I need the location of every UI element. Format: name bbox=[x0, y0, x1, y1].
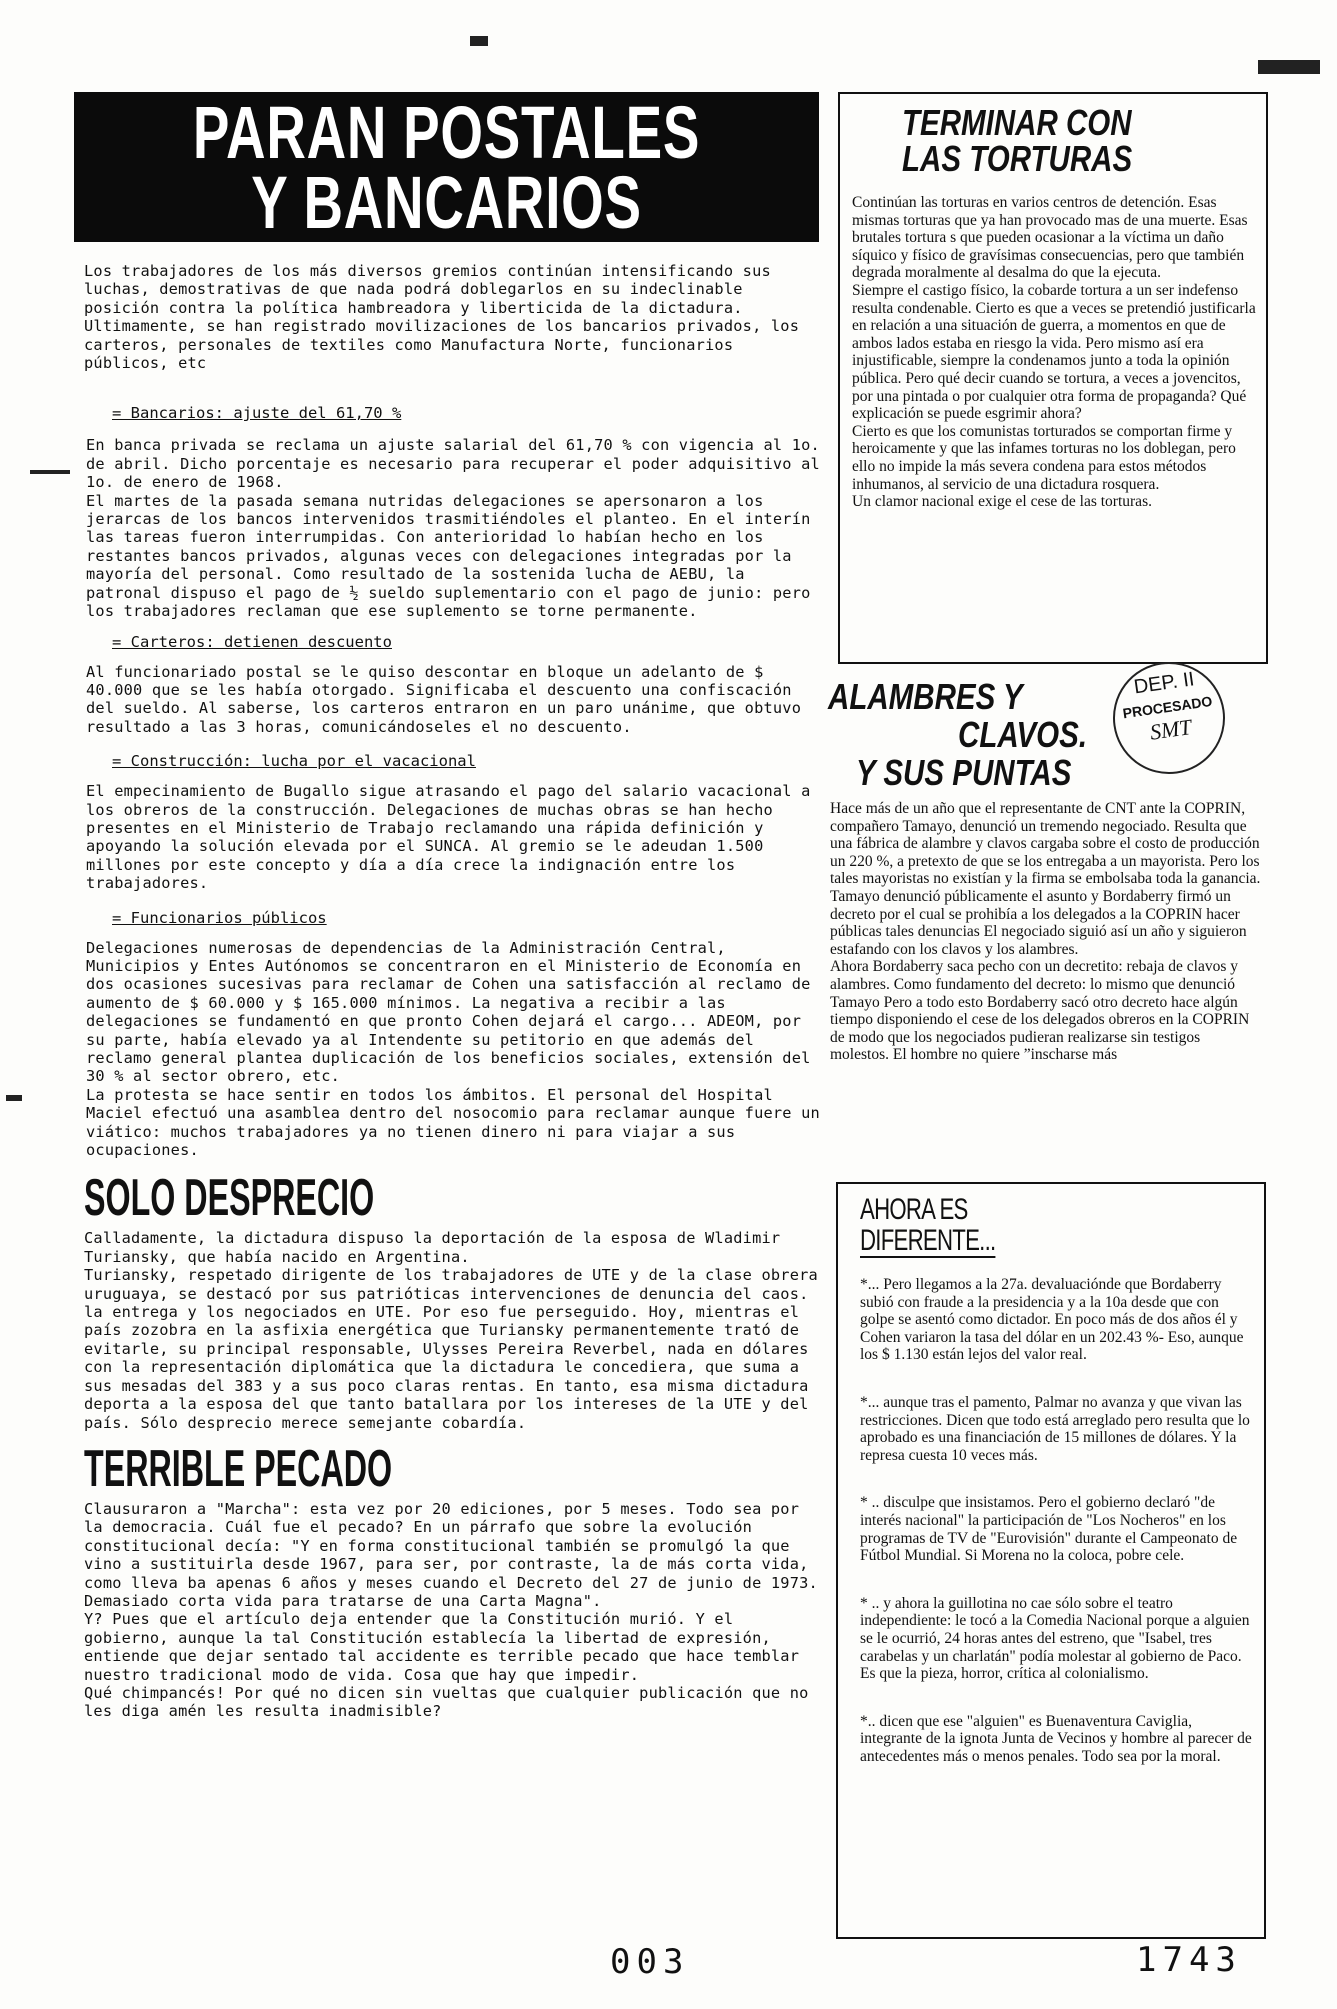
ahora-item: * .. disculpe que insistamos. Pero el gobierno declaró "de interés nacional" la participación de "Los Nocheros" en los programas de TV de "Eurovisión" durante el Campeonato de Fútbol Mundial. Si Morena no la coloca, pobre cele. bbox=[860, 1494, 1241, 1565]
terrible-pecado-article bbox=[64, 1439, 824, 1721]
box-title-line-2: LAS TORTURAS bbox=[902, 138, 1133, 179]
stamp-line-1: DEP. II bbox=[1132, 668, 1196, 699]
page-number-left: 003 bbox=[610, 1942, 690, 1982]
section-construccion bbox=[64, 752, 824, 892]
main-headline-banner bbox=[74, 92, 819, 242]
box-text: Continúan las torturas en varios centros de detención. Esas mismas torturas que ya han provocado mas de una muerte. Esas brutales tortura s que pueden ocasionar a la víctima un daño síquico y físico de gravísimas consecuencias, pero que también degrada moralmente al desalma do que la ejecuta. Siempre el castigo físico, la cobarde tortura a un ser indefenso resulta condenable. Cierto es que a veces se pretendió justificarla en relación a una situación de guerra, a momentos en que de ambos lados estaba en riesgo la vida. Pero mismo así era injustificable, siempre la condenamos junto a toda la opinión pública. Pero qué decir cuando se tortura, a veces a jovencitos, por una pintada o por cualquier otra forma de propaganda? Qué explicación se puede esgrimir ahora? Cierto es que los comunistas torturados se comportan firme y heroicamente y que las infames torturas no los doblegan, pero ello no impide la más severa condena para estos métodos inhumanos, al servicio de una dictadura rosquera. Un clamor nacional exige el cese de las torturas. bbox=[852, 194, 1256, 511]
page-number-right: 1743 bbox=[1136, 1940, 1242, 1980]
stamp-signature: SMT bbox=[1148, 714, 1193, 745]
intro-paragraph: Los trabajadores de los más diversos gremios continúan intensificando sus luchas, demostrativas de que nada podrá doblegarlos en su indeclinable posición contra la política hambreadora y liberticida de la dictadura. Ultimamente, se han registrado movilizaciones de los bancarios privados, los carteros, personales de textiles como Manufactura Norte, funcionarios públicos, etc bbox=[84, 262, 809, 373]
section-carteros bbox=[64, 633, 824, 737]
scan-mark bbox=[1258, 60, 1320, 74]
ahora-box bbox=[836, 1182, 1266, 1939]
stamp-line-2: PROCESADO bbox=[1121, 692, 1214, 722]
headline-line-1: PARAN POSTALES bbox=[192, 91, 701, 174]
alambres-article bbox=[826, 676, 1266, 1064]
section-heading: = Construcción: lucha por el vacacional bbox=[112, 752, 476, 771]
ahora-item: * .. y ahora la guillotina no cae sólo sobre el teatro independiente: le tocó a la Comedia Nacional porque a alguien se le ocurrió, 24 horas antes del estreno, que "Isabel, tres carabelas y un charlatán" podía molestar al gobierno de Paco. Es que la pieza, horror, crítica al colonialismo. bbox=[860, 1594, 1254, 1683]
headline-line-2: Y BANCARIOS bbox=[251, 161, 642, 244]
section-text: Al funcionariado postal se le quiso descontar en bloque un adelanto de $ 40.000 que se les había otorgado. Significaba el descuento una confiscación del sueldo. Al saberse, los carteros entraron en un paro unánime, que obtuvo resultado a las 3 horas, comunicándoseles el no descuento. bbox=[86, 662, 811, 736]
box-title-line-1: TERMINAR CON bbox=[902, 102, 1132, 143]
article-title-line-2: CLAVOS. bbox=[958, 714, 1088, 755]
section-heading: = Carteros: detienen descuento bbox=[112, 632, 392, 651]
section-bancarios bbox=[64, 404, 824, 620]
article-title: TERRIBLE PECADO bbox=[84, 1439, 393, 1498]
section-text: El empecinamiento de Bugallo sigue atrasando el pago del salario vacacional a los obreros de la construcción. Delegaciones de muchas obras se han hecho presentes en el Ministerio de Trabajo reclamando una rápida definición y apoyando la solución elevada por el SUNCA. Al gremio se le adeudan 1.500 millones por este concepto y día a día crece la indignación entre los trabajadores. bbox=[86, 782, 820, 893]
box-title-line-1: AHORA ES bbox=[860, 1193, 968, 1226]
article-text: Clausuraron a "Marcha": esta vez por 20 ediciones, por 5 meses. Todo sea por la democracia. Cuál fue el pecado? En un párrafo que sobre la evolución constitucional decía: "Y en forma constitucional también se promulgó la que vino a sustituirla desde 1967, para ser, por contraste, la de más corta vida, como lleva ba apenas 6 años y meses cuando el Decreto del 27 de junio de 1973. Demasiado corta vida para tratarse de una Carta Magna". Y? Pues que el artículo deja entender que la Constitución murió. Y el gobierno, aunque la tal Constitución establecía la libertad de expresión, entiende que dejar sentado tal accidente es terrible pecado que hace temblar nuestro tradicional modo de vida. Cosa que hay que impedir. Qué chimpancés! Por qué no dicen sin vueltas que cualquier publicación que no les diga amén les resulta inadmisible? bbox=[84, 1499, 818, 1721]
ahora-item: *... aunque tras el pamento, Palmar no avanza y que vivan las restricciones. Dicen que todo está arreglado pero resulta que lo aprobado es una financiación de 15 millones de dólares. Y la represa cuesta 10 veces más. bbox=[860, 1393, 1254, 1464]
torturas-box bbox=[838, 92, 1268, 664]
scan-mark bbox=[470, 36, 488, 46]
article-title-line-3: Y SUS PUNTAS bbox=[856, 752, 1072, 793]
box-title-line-2: DIFERENTE... bbox=[860, 1224, 996, 1257]
article-text: Calladamente, la dictadura dispuso la deportación de la esposa de Wladimir Turiansky, que había nacido en Argentina. Turiansky, respetado dirigente de los trabajadores de UTE y de la clase obrera uruguaya, se destacó por sus patrióticas intervenciones de denuncia del caos. la entrega y los negociados en UTE. Por eso fue perseguido. Hoy, mientras el país zozobra en la asfixia energética que Turiansky permanentemente trató de evitarle, su principal responsable, Ulysses Pereira Reverbel, nada en dólares con la representación diplomática que la dictadura le concediera, que suma a sus mesadas del 383 y a sus poco claras rentas. En tanto, esa misma dictadura deporta a la esposa del que tanto batallara por los intereses de la UTE y del país. Sólo desprecio merece semejante cobardía. bbox=[84, 1229, 818, 1432]
section-heading: = Bancarios: ajuste del 61,70 % bbox=[112, 404, 402, 423]
scan-mark bbox=[6, 1095, 22, 1101]
ahora-item: *.. dicen que ese "alguien" es Buenaventura Caviglia, integrante de la ignota Junta de Vecinos y hombre al parecer de antecedentes más o menos penales. Todo sea por la moral. bbox=[860, 1712, 1256, 1765]
article-title-line-1: ALAMBRES Y bbox=[828, 676, 1023, 717]
article-title: SOLO DESPRECIO bbox=[84, 1169, 375, 1228]
section-text: En banca privada se reclama un ajuste salarial del 61,70 % con vigencia al 1o. de abril. Dicho porcentaje es necesario para recuperar el poder adquisitivo al 1o. de enero de 1968. El martes de la pasada semana nutridas delegaciones se apersonaron a los jerarcas de los bancos intervenidos trasmitiéndoles el planteo. En el interín las tareas fueron interrumpidas. Con anterioridad lo habían hecho en los restantes bancos privados, algunas veces con delegaciones integradas por la mayoría del personal. Como resultado de la sostenida lucha de AEBU, la patronal dispuso el pago de ½ sueldo suplementario con el pago de junio: pero los trabajadores reclaman que ese suplemento se torne permanente. bbox=[86, 436, 820, 621]
left-column bbox=[64, 262, 824, 1721]
article-text: Hace más de un año que el representante de CNT ante la COPRIN, compañero Tamayo, denunció un tremendo negociado. Resulta que una fábrica de alambre y clavos cargaba sobre el costo de producción un 220 %, a pretexto de que se los entregaba a un mayorista. Pero los tales mayoristas no existían y la firma se embolsaba toda la ganancia. Tamayo denunció públicamente el asunto y Bordaberry firmó un decreto por el cual se prohibía a los delegados a la COPRIN hacer públicas tales denuncias El negociado siguió así un año y siguieron estafando con los clavos y los alambres. Ahora Bordaberry saca pecho con un decretito: rebaja de clavos y alambres. Como fundamento del decreto: lo mismo que denunció Tamayo Pero a todo esto Bordaberry sacó otro decreto hace algún tiempo disponiendo el cese de los delegados obreros en la COPRIN de modo que los negociados pudieran realizarse sin testigos molestos. El hombre no quiere ”inscharse más bbox=[830, 800, 1261, 1064]
solo-desprecio-article bbox=[64, 1171, 824, 1431]
ahora-item: *... Pero llegamos a la 27a. devaluaciónde que Bordaberry subió con fraude a la presidencia y a la 10a desde que con golpe se asentó como dictador. En poco más de dos años él y Cohen variaron la tasa del dólar en un 202.43 %- Eso, aunque los $ 1.130 están lejos del valor real. bbox=[860, 1276, 1248, 1364]
section-heading: = Funcionarios públicos bbox=[112, 908, 327, 927]
section-text: Delegaciones numerosas de dependencias de la Administración Central, Municipios y Entes Autónomos se concentraron en el Ministerio de Economía en dos ocasiones sucesivas para reclamar de Cohen una satisfacción al reclamo de aumento de $ 60.000 y $ 165.000 mínimos. La negativa a recibir a las delegaciones se fundamentó en que pronto Cohen dejará el cargo... ADEOM, por su parte, había elevado ya al Intendente su petitorio en que además del reclamo general plantea duplicación de los beneficios sociales, extensión del 30 % al sector obrero, etc. La protesta se hace sentir en todos los ámbitos. El personal del Hospital Maciel efectuó una asamblea dentro del nosocomio para reclamar aunque fuere un viático: muchos trabajadores ya no tienen dinero ni para viajar a sus ocupaciones. bbox=[86, 938, 820, 1160]
section-funcionarios bbox=[64, 909, 824, 1160]
